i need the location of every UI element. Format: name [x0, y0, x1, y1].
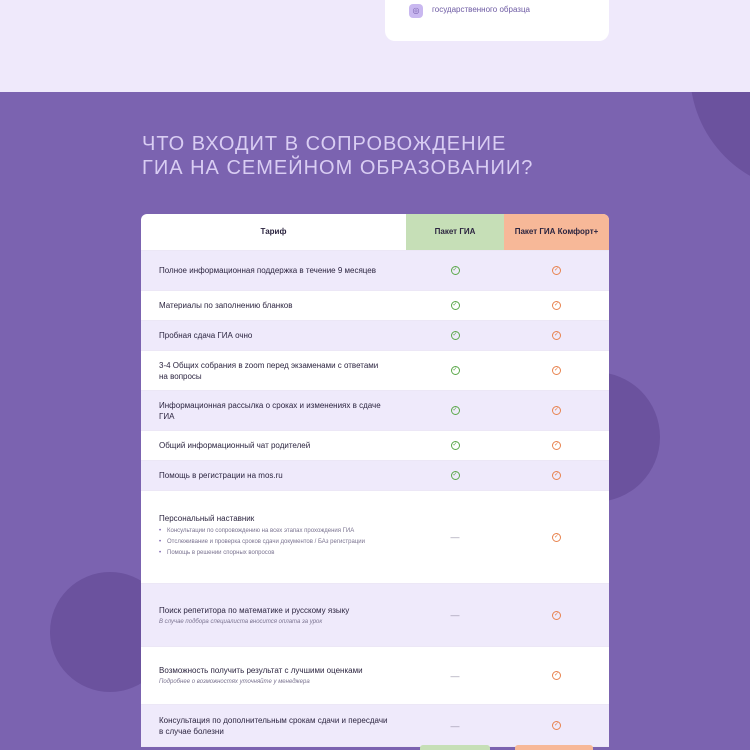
table-row [141, 351, 609, 391]
not-included-dash: — [450, 670, 460, 681]
check-circle-icon: ✓ [553, 332, 560, 338]
row-note: Подробнее о возможностях уточняйте у менеджера [159, 679, 310, 685]
check-circle-icon: ✓ [452, 407, 458, 413]
plan-gia-button[interactable] [420, 745, 490, 750]
header-tariff: Тариф [260, 227, 287, 236]
check-circle-icon: ✓ [553, 611, 560, 618]
plan-gia-comfort-button[interactable] [515, 745, 593, 750]
row-label: Поиск репетитора по математике и русскому языку [159, 605, 350, 615]
row-label: Помощь в регистрации на mos.ru [159, 471, 283, 480]
check-circle-icon: ✓ [553, 302, 560, 308]
check-circle-icon: ✓ [452, 367, 458, 373]
check-circle-icon: ✓ [553, 722, 560, 728]
info-card [385, 0, 609, 41]
not-included-dash: — [450, 610, 460, 620]
section-heading [142, 132, 612, 180]
table-row [141, 647, 609, 705]
table-row [141, 251, 609, 291]
decor-circle [690, 92, 750, 192]
row-label: Информационная рассылка о сроках и изменениях в сдаче ГИА [159, 400, 381, 421]
row-label: Материалы по заполнению бланков [159, 301, 293, 310]
row-label: Персональный наставник [159, 514, 255, 523]
check-circle-icon: ✓ [553, 533, 560, 540]
check-circle-icon: ✓ [452, 472, 458, 478]
row-label: Пробная сдача ГИА очно [159, 331, 253, 340]
not-included-dash: — [450, 720, 460, 731]
header-plan-gia[interactable]: Пакет ГИА [406, 214, 504, 250]
row-label: Общий информационный чат родителей [159, 441, 311, 450]
check-circle-icon: ✓ [553, 267, 560, 273]
check-circle-icon: ✓ [452, 267, 458, 273]
bullet-item: • Отслеживание и проверка сроков сдачи документов / БАз регистрации [159, 539, 388, 546]
check-circle-icon: ✓ [553, 367, 560, 373]
table-row [141, 431, 609, 461]
heading-line-1: ЧТО ВХОДИТ В СОПРОВОЖДЕНИЕ [142, 133, 507, 155]
table-row [141, 491, 609, 584]
header-plan-gia-comfort[interactable]: Пакет ГИА Комфорт+ [504, 214, 609, 250]
check-circle-icon: ✓ [553, 442, 560, 448]
row-label: Полное информационная поддержка в течение 9 месяцев [159, 266, 376, 275]
document-icon: ◎ [409, 4, 423, 18]
bottom-buttons [0, 745, 750, 750]
feature-bullets [159, 528, 388, 561]
table-row [141, 391, 609, 431]
bullet-item: • Помощь в решении спорных вопросов [159, 550, 388, 557]
row-label: Консультация по дополнительным срокам сдачи и пересдачи в случае болезни [159, 715, 388, 736]
check-circle-icon: ✓ [452, 302, 458, 308]
check-circle-icon: ✓ [553, 672, 560, 678]
table-row [141, 291, 609, 321]
table-row [141, 705, 609, 747]
check-circle-icon: ✓ [452, 332, 458, 338]
table-row [141, 584, 609, 647]
table-row [141, 321, 609, 351]
top-band [0, 0, 750, 92]
table-header [141, 214, 609, 251]
row-note: В случае подбора специалиста вносится оплата за урок [159, 618, 323, 625]
check-circle-icon: ✓ [553, 472, 560, 478]
heading-line-2: ГИА НА СЕМЕЙНОМ ОБРАЗОВАНИИ? [142, 157, 534, 179]
row-label: 3-4 Общих собрания в zoom перед экзаменами с ответами на вопросы [159, 360, 379, 381]
not-included-dash: — [450, 532, 460, 542]
check-circle-icon: ✓ [553, 407, 560, 413]
check-circle-icon: ✓ [452, 442, 458, 448]
bullet-item: • Консультации по сопровождению на всех этапах прохождения ГИА [159, 528, 388, 535]
row-label: Возможность получить результат с лучшими оценками [159, 666, 363, 675]
tariff-table [141, 214, 609, 747]
table-row [141, 461, 609, 491]
info-card-caption: государственного образца [432, 5, 531, 14]
